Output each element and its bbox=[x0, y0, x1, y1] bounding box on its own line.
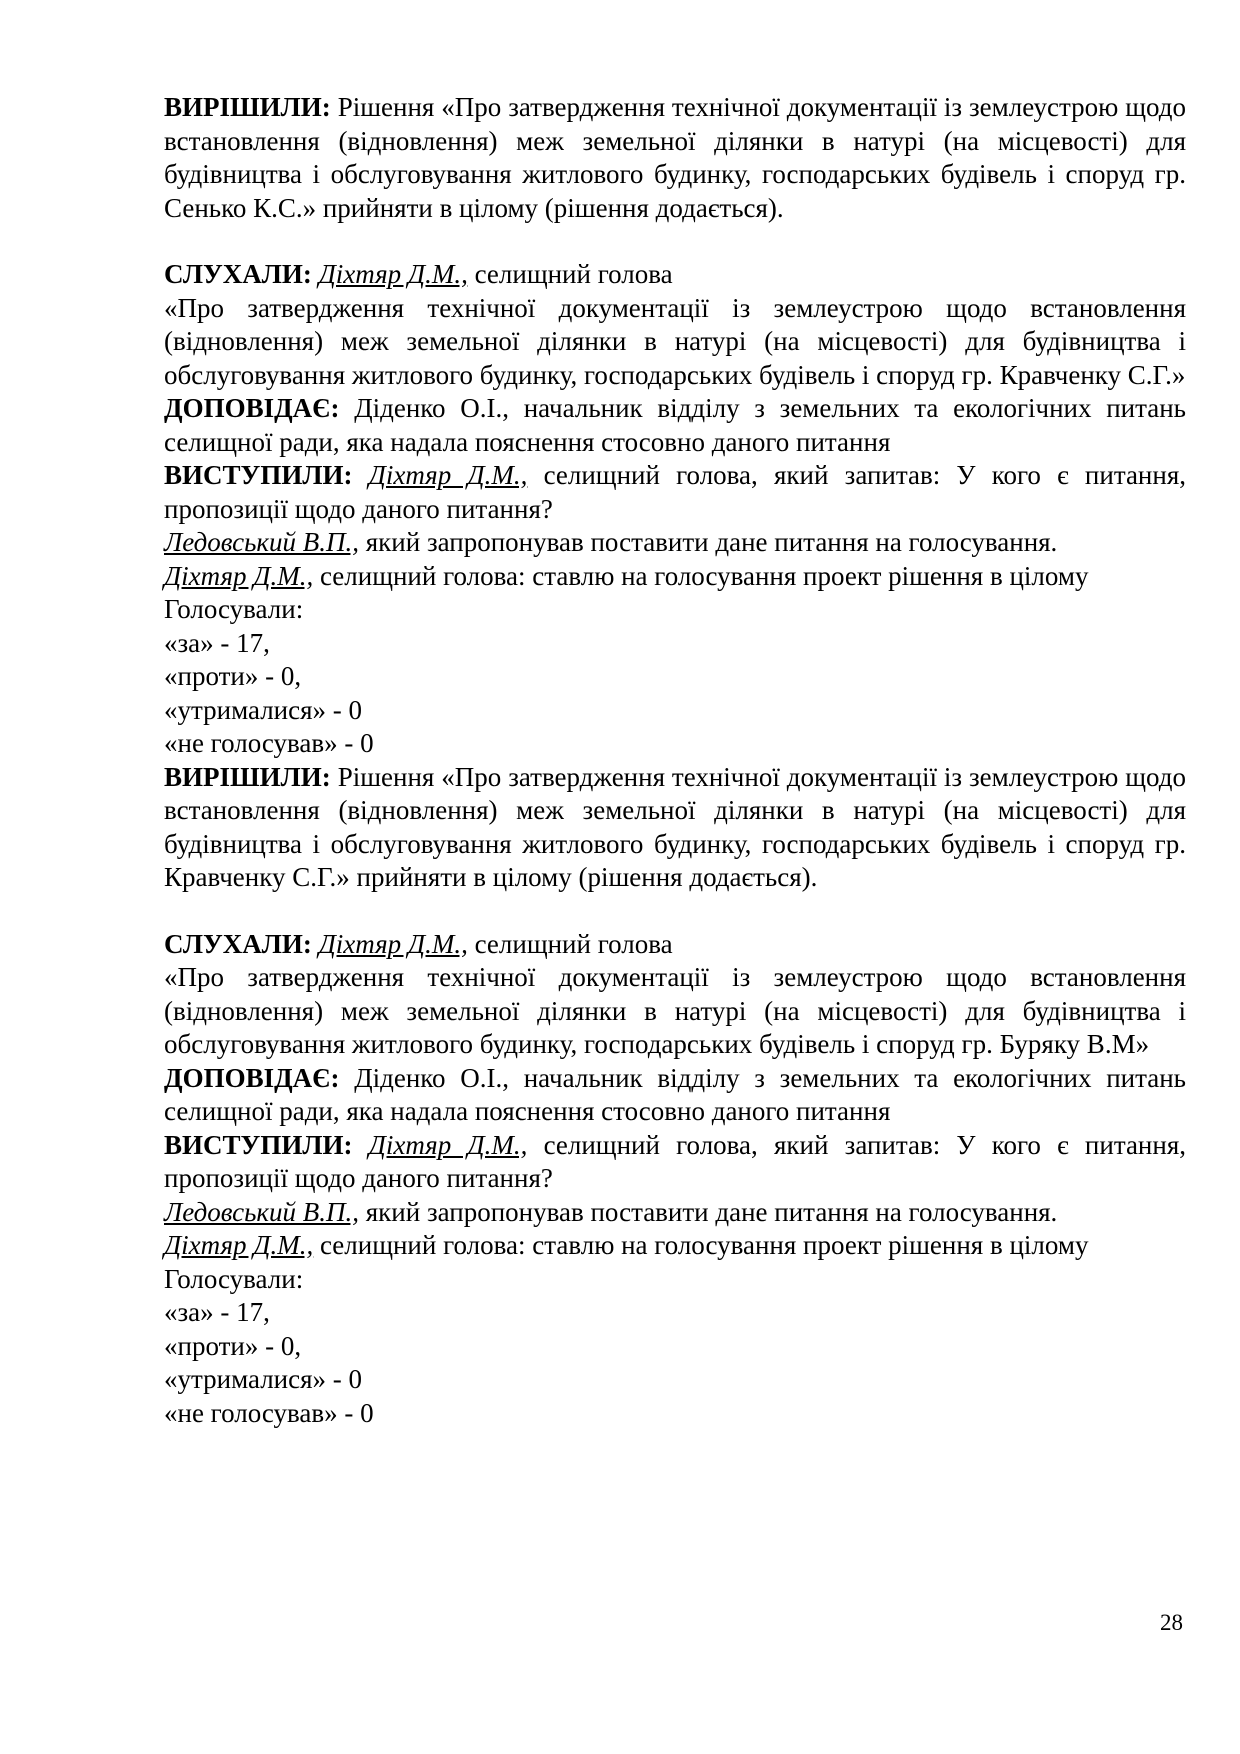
agenda-topic: «Про затвердження технічної документації із землеустрою щодо встановлення (відновлення) меж земельної ділянки в натурі (на місцевості) для будівництва і обслуговування житлового будинку, господарських будівель і споруд гр. Буряку В.М» bbox=[164, 962, 1186, 1059]
proposal-line bbox=[164, 1196, 1186, 1230]
proposal-text: який запропонував поставити дане питання на голосування. bbox=[359, 1196, 1058, 1227]
speaker-name: Діхтяр Д.М., bbox=[164, 1230, 314, 1260]
vote-not-voted: «не голосував» - 0 bbox=[164, 728, 374, 758]
spoke-paragraph bbox=[164, 1129, 1186, 1196]
speaker-name: Діхтяр Д.М., bbox=[318, 928, 468, 959]
speaker-name: Діхтяр Д.М., bbox=[164, 560, 314, 591]
spoke-text: селищний голова, який запитав: У кого є питання, пропозиції щодо даного питання? bbox=[164, 1129, 1186, 1193]
heard-label: СЛУХАЛИ: bbox=[164, 928, 312, 959]
document-body bbox=[164, 91, 1186, 1430]
spoke-label: ВИСТУПИЛИ: bbox=[164, 1129, 353, 1160]
decision-text: Рішення «Про затвердження технічної документації із землеустрою щодо встановлення (відновлення) меж земельної ділянки в натурі (на місцевості) для будівництва і обслуговування житлового будинку, господарських будівель і споруд гр. Кравченку С.Г.» прийняти в цілому (рішення додається). bbox=[164, 761, 1186, 892]
proposal-line bbox=[164, 526, 1186, 560]
decision-text: Рішення «Про затвердження технічної документації із землеустрою щодо встановлення (відновлення) меж земельної ділянки в натурі (на місцевості) для будівництва і обслуговування житлового будинку, господарських будівель і споруд гр. Сенько К.С.» прийняти в цілому (рішення додається). bbox=[164, 92, 1186, 223]
speaker-name: Діхтяр Д.М., bbox=[368, 460, 528, 490]
vote-abstained: «утрималися» - 0 bbox=[164, 694, 363, 725]
vote-not-voted: «не голосував» - 0 bbox=[164, 1397, 374, 1428]
spoke-label: ВИСТУПИЛИ: bbox=[164, 460, 353, 490]
speaker-role: селищний голова bbox=[467, 928, 673, 959]
heard-line bbox=[164, 258, 1186, 292]
vote-abstained: «утрималися» - 0 bbox=[164, 1364, 363, 1394]
heard-label: СЛУХАЛИ: bbox=[164, 259, 312, 289]
reports-text: Діденко О.І., начальник відділу з земельних та екологічних питань селищної ради, яка надала пояснення стосовно даного питання bbox=[164, 1062, 1186, 1126]
page-number: 28 bbox=[1160, 1610, 1183, 1635]
speaker-role: селищний голова bbox=[467, 259, 673, 289]
vote-call-line bbox=[164, 1229, 1186, 1263]
agenda-topic: «Про затвердження технічної документації із землеустрою щодо встановлення (відновлення) меж земельної ділянки в натурі (на місцевості) для будівництва і обслуговування житлового будинку, господарських будівель і споруд гр. Кравченку С.Г.» bbox=[164, 292, 1186, 390]
reports-text: Діденко О.І., начальник відділу з земельних та екологічних питань селищної ради, яка надала пояснення стосовно даного питання bbox=[164, 393, 1186, 457]
vote-against: «проти» - 0, bbox=[164, 661, 302, 691]
reports-label: ДОПОВІДАЄ: bbox=[164, 393, 340, 423]
vote-against: «проти» - 0, bbox=[164, 1330, 302, 1361]
spoke-text: селищний голова, який запитав: У кого є питання, пропозиції щодо даного питання? bbox=[164, 460, 1186, 524]
vote-call-text: селищний голова: ставлю на голосування проект рішення в цілому bbox=[313, 1230, 1089, 1260]
reports-label: ДОПОВІДАЄ: bbox=[164, 1062, 340, 1093]
speaker-name: Ледовський В.П., bbox=[164, 1196, 360, 1227]
vote-call-text: селищний голова: ставлю на голосування проект рішення в цілому bbox=[313, 560, 1089, 591]
speaker-name: Діхтяр Д.М., bbox=[368, 1129, 528, 1160]
speaker-name: Діхтяр Д.М., bbox=[318, 259, 468, 289]
section-gap bbox=[164, 225, 1186, 258]
reports-paragraph bbox=[164, 1062, 1186, 1129]
decided-label: ВИРІШИЛИ: bbox=[164, 761, 331, 792]
reports-paragraph bbox=[164, 392, 1186, 459]
vote-for: «за» - 17, bbox=[164, 1297, 270, 1327]
section-gap bbox=[164, 895, 1186, 928]
voted-heading: Голосували: bbox=[164, 594, 304, 624]
vote-for: «за» - 17, bbox=[164, 627, 270, 658]
speaker-name: Ледовський В.П., bbox=[164, 527, 360, 557]
decision-paragraph bbox=[164, 91, 1186, 225]
voted-heading: Голосували: bbox=[164, 1263, 304, 1294]
vote-call-line bbox=[164, 560, 1186, 594]
proposal-text: який запропонував поставити дане питання на голосування. bbox=[359, 527, 1058, 557]
decided-label: ВИРІШИЛИ: bbox=[164, 92, 331, 122]
decision-paragraph bbox=[164, 761, 1186, 895]
heard-line bbox=[164, 928, 1186, 962]
spoke-paragraph bbox=[164, 459, 1186, 526]
